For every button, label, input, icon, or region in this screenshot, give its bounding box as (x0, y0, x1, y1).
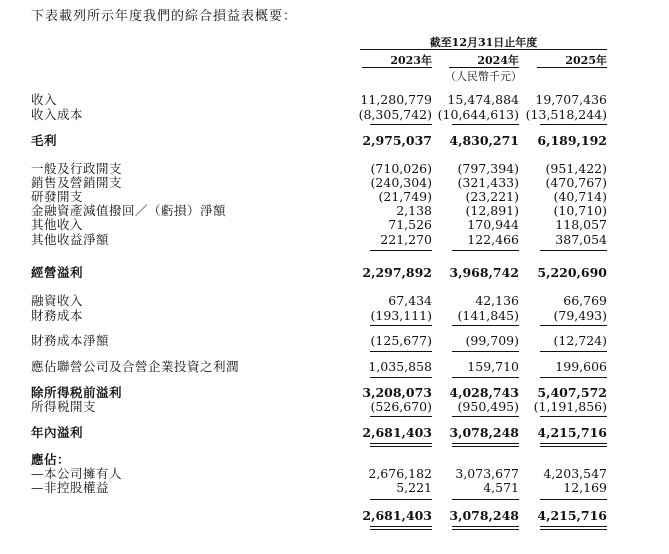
value-2023: 2,681,403 (362, 508, 432, 523)
row-income-tax-expense (0, 399, 669, 415)
rule-line (452, 377, 519, 378)
value-2024: 42,136 (475, 293, 519, 308)
row-revenue (0, 92, 669, 108)
value-2023: 3,208,073 (362, 385, 432, 400)
value-2023: (21,749) (378, 189, 432, 204)
rule-line (452, 446, 519, 447)
row-label: 其他收入 (31, 217, 84, 232)
rule-line (540, 124, 607, 125)
row-cost-of-revenue (0, 107, 669, 123)
rule-line (370, 377, 432, 378)
value-2023: 2,676,182 (368, 466, 432, 481)
value-2024: 4,571 (483, 480, 519, 495)
value-2024: 170,944 (467, 217, 519, 232)
value-2023: (526,670) (370, 399, 432, 414)
value-2025: 12,169 (563, 480, 607, 495)
rule-line (540, 250, 607, 251)
rule-line (540, 377, 607, 378)
value-2023: (710,026) (370, 161, 432, 176)
rule-line (370, 416, 432, 417)
value-2023: (8,305,742) (358, 107, 432, 122)
row-label: 財務成本 (31, 308, 84, 323)
value-2024: (321,433) (457, 175, 519, 190)
value-2023: 2,138 (396, 203, 432, 218)
value-2025: 6,189,192 (537, 133, 607, 148)
row-label: 其他收益淨額 (31, 232, 110, 247)
value-2024: (12,891) (465, 203, 519, 218)
rule-line (540, 446, 607, 447)
rule-line (540, 416, 607, 417)
value-2024: (141,845) (457, 308, 519, 323)
value-2024: 3,078,248 (449, 425, 519, 440)
value-2025: (10,710) (553, 203, 607, 218)
row-label: 除所得税前溢利 (31, 385, 123, 400)
intro-text: 下表載列所示年度我們的綜合損益表概要： (31, 9, 298, 24)
row-label: 一般及行政開支 (31, 161, 123, 176)
value-2024: 159,710 (467, 359, 519, 374)
row-share-of-associates-jv (0, 359, 669, 375)
value-2025: (951,422) (545, 161, 607, 176)
rule-line (452, 499, 519, 500)
value-2025: 19,707,436 (535, 92, 607, 107)
value-2023: 2,297,892 (362, 265, 432, 280)
row-label: 財務成本淨額 (31, 333, 110, 348)
rule-line (370, 526, 432, 527)
row-label: 所得税開支 (31, 399, 97, 414)
row-label: 研發開支 (31, 189, 84, 204)
value-2025: 4,203,547 (543, 466, 607, 481)
value-2023: (193,111) (370, 308, 432, 323)
value-2024: 3,073,677 (455, 466, 519, 481)
value-2025: (12,724) (553, 333, 607, 348)
row-operating-profit (0, 265, 669, 281)
rule-line (370, 529, 432, 530)
row-label: 毛利 (31, 133, 58, 148)
row-label: 應佔： (31, 452, 71, 467)
rule-line (370, 124, 432, 125)
row-profit-for-year (0, 425, 669, 441)
rule-line (540, 529, 607, 530)
value-2024: 3,968,742 (449, 265, 519, 280)
value-2024: (950,495) (457, 399, 519, 414)
year-header-2023: 2023年 (390, 54, 432, 67)
value-2025: (1,191,856) (533, 399, 607, 414)
value-2023: 2,681,403 (362, 425, 432, 440)
row-gross-profit (0, 133, 669, 149)
value-2023: (240,304) (370, 175, 432, 190)
value-2024: (10,644,613) (437, 107, 519, 122)
period-underline (360, 49, 607, 50)
value-2024: 3,078,248 (449, 508, 519, 523)
value-2025: 66,769 (563, 293, 607, 308)
value-2025: 4,215,716 (537, 425, 607, 440)
row-other-gains-net (0, 232, 669, 248)
value-2024: 4,028,743 (449, 385, 519, 400)
value-2023: 11,280,779 (360, 92, 432, 107)
value-2024: (797,394) (457, 161, 519, 176)
rule-line (540, 443, 607, 444)
currency-unit: （人民幣千元） (445, 70, 522, 83)
rule-line (452, 443, 519, 444)
value-2025: 5,220,690 (537, 265, 607, 280)
rule-line (452, 124, 519, 125)
value-2024: (99,709) (465, 333, 519, 348)
rule-line (540, 526, 607, 527)
value-2025: 4,215,716 (537, 508, 607, 523)
rule-line (540, 351, 607, 352)
rule-line (370, 250, 432, 251)
value-2024: (23,221) (465, 189, 519, 204)
rule-line (370, 499, 432, 500)
rule-line (452, 250, 519, 251)
row-non-controlling-interests (0, 480, 669, 496)
rule-line (452, 526, 519, 527)
rule-line (370, 446, 432, 447)
value-2024: 4,830,271 (449, 133, 519, 148)
row-label: 金融資產減值撥回／（虧損）淨額 (31, 203, 227, 218)
rule-line (540, 499, 607, 500)
year-header-2025: 2025年 (565, 54, 607, 67)
value-2023: 71,526 (388, 217, 432, 232)
rule-line (452, 325, 519, 326)
row-label: 銷售及營銷開支 (31, 175, 123, 190)
value-2023: 1,035,858 (368, 359, 432, 374)
value-2023: 2,975,037 (362, 133, 432, 148)
row-finance-income (0, 293, 669, 309)
row-net-finance-costs (0, 333, 669, 349)
rule-line (452, 416, 519, 417)
row-label: —本公司擁有人 (31, 466, 123, 481)
value-2025: 118,057 (555, 217, 607, 232)
row-label: 年內溢利 (31, 425, 84, 440)
value-2025: 199,606 (555, 359, 607, 374)
rule-line (370, 325, 432, 326)
rule-line (540, 325, 607, 326)
value-2025: (79,493) (553, 308, 607, 323)
row-label: 收入成本 (31, 107, 84, 122)
value-2025: (470,767) (545, 175, 607, 190)
value-2024: 122,466 (467, 232, 519, 247)
value-2023: 221,270 (380, 232, 432, 247)
value-2023: 67,434 (388, 293, 432, 308)
rule-line (452, 529, 519, 530)
period-header: 截至12月31日止年度 (429, 36, 538, 49)
value-2025: 5,407,572 (537, 385, 607, 400)
row-label: 收入 (31, 92, 58, 107)
rule-line (370, 351, 432, 352)
year-header-2024: 2024年 (477, 54, 519, 67)
value-2023: (125,677) (370, 333, 432, 348)
rule-line (452, 351, 519, 352)
value-2025: (13,518,244) (525, 107, 607, 122)
row-attributable-total (0, 508, 669, 524)
rule-line (370, 443, 432, 444)
value-2024: 15,474,884 (447, 92, 519, 107)
row-label: 經營溢利 (31, 265, 84, 280)
row-finance-costs (0, 308, 669, 324)
row-label: 融資收入 (31, 293, 84, 308)
value-2025: (40,714) (553, 189, 607, 204)
row-other-income (0, 217, 669, 233)
value-2025: 387,054 (555, 232, 607, 247)
value-2023: 5,221 (396, 480, 432, 495)
row-label: —非控股權益 (31, 480, 110, 495)
row-label: 應佔聯營公司及合營企業投資之利潤 (31, 359, 240, 374)
